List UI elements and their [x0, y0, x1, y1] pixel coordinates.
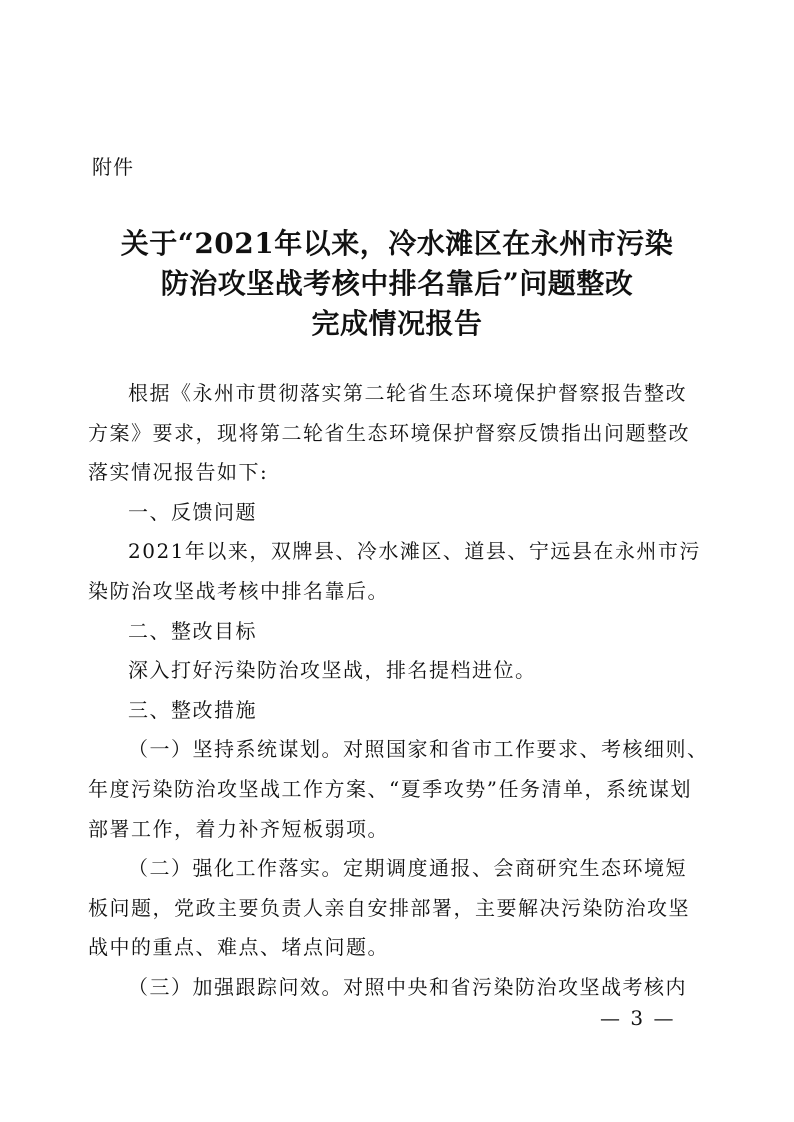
text-line: 染防治攻坚战考核中排名靠后。: [88, 578, 389, 603]
text-line: 方案》要求，现将第二轮省生态环境保护督察反馈指出问题整改: [88, 420, 690, 445]
section-2-paragraph: 深入打好污染防治攻坚战，排名提档进位。: [128, 658, 537, 683]
intro-paragraph: [88, 374, 708, 493]
title-line-3: 完成情况报告: [311, 307, 483, 340]
section-1-paragraph: [88, 532, 708, 611]
measure-3-paragraph: [88, 968, 708, 1008]
section-3-heading: 三、整改措施: [128, 697, 257, 722]
section-2-heading: 二、整改目标: [128, 618, 257, 643]
text-line: 年度污染防治攻坚战工作方案、“夏季攻势”任务清单，系统谋划: [88, 776, 692, 801]
page-number: — 3 —: [600, 1006, 676, 1030]
text-line: 部署工作，着力补齐短板弱项。: [88, 816, 389, 841]
report-title: [70, 224, 724, 344]
measure-2-paragraph: [88, 849, 708, 968]
text-line: （一）坚持系统谋划。对照国家和省市工作要求、考核细则、: [128, 737, 709, 762]
report-body: [88, 374, 708, 1008]
text-line: 根据《永州市贯彻落实第二轮省生态环境保护督察报告整改: [128, 381, 687, 405]
text-line: 2021年以来，双牌县、冷水滩区、道县、宁远县在永州市污: [128, 539, 701, 564]
title-line-1: 关于“2021年以来，冷水滩区在永州市污染: [120, 227, 674, 260]
title-line-2: 防治攻坚战考核中排名靠后”问题整改: [160, 267, 634, 300]
measure-1-paragraph: [88, 730, 708, 849]
text-line: 战中的重点、难点、堵点问题。: [88, 935, 389, 960]
text-line: 板问题，党政主要负责人亲自安排部署，主要解决污染防治攻坚: [88, 895, 690, 920]
section-1-heading: 一、反馈问题: [128, 499, 257, 524]
text-line: （三）加强跟踪问效。对照中央和省污染防治攻坚战考核内: [128, 974, 687, 999]
text-line: （二）强化工作落实。定期调度通报、会商研究生态环境短: [128, 856, 687, 881]
attachment-label: 附件: [92, 155, 134, 179]
text-line: 落实情况报告如下:: [88, 460, 269, 485]
